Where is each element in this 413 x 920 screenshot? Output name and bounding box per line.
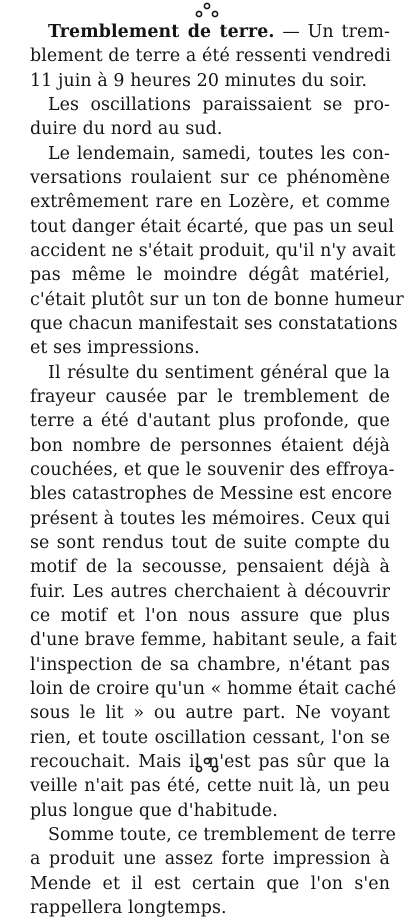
article-line: sous le lit » ou autre part. Ne voyant — [30, 703, 390, 724]
article-line: tout danger était écarté, que pas un seul — [30, 216, 395, 237]
article-line: présent à toutes les mémoires. Ceux qui — [30, 508, 390, 529]
article-line: ce motif et l'on nous assure que plus — [30, 605, 390, 626]
article-line: frayeur causée par le tremblement de — [30, 386, 390, 407]
article-line: que chacun manifestait ses constatations — [30, 314, 398, 334]
article-line: plus longue que d'habitude. — [30, 800, 278, 821]
article-line: couchées, et que le souvenir des effroya- — [30, 459, 395, 480]
article-line: Les oscillations paraissaient se pro- — [48, 95, 390, 115]
article-line: a produit une assez forte impression à — [30, 849, 390, 870]
article-line: blement de terre a été ressenti vendredi — [30, 46, 391, 67]
article-line: Le lendemain, samedi, toutes les con- — [48, 143, 390, 164]
article-line: versations roulaient sur ce phénomène — [30, 168, 390, 188]
article-line: 11 juin à 9 heures 20 minutes du soir. — [30, 70, 368, 91]
article-line: extrêmement rare en Lozère, et comme — [30, 192, 390, 213]
article-line: terre a été d'autant plus profonde, que — [30, 411, 390, 432]
article-line: motif de la secousse, pensaient déjà à — [30, 557, 390, 578]
article-line — [48, 20, 390, 44]
article-line: Mende et il est certain que l'on s'en — [30, 873, 390, 894]
article-line: bles catastrophes de Messine est encore — [30, 484, 393, 505]
article-line: c'était plutôt sur un ton de bonne humeur — [30, 289, 404, 310]
article-heading: Tremblement de terre. — [48, 22, 275, 42]
article-line: rien, et toute oscillation cessant, l'on se — [30, 727, 390, 748]
article-line: rappellera longtemps. — [30, 897, 227, 918]
article-line: Il résulte du sentiment général que la — [48, 362, 390, 383]
article-line: se sont rendus tout de suite compte du — [30, 532, 390, 553]
article-line: accident ne s'était produit, qu'il n'y avait — [30, 241, 396, 261]
article-line: bon nombre de personnes étaient déjà — [30, 435, 390, 456]
ornament-bottom-icon — [0, 757, 413, 773]
ornament-top-icon — [0, 2, 413, 18]
article-line: duire du nord au sud. — [30, 119, 223, 140]
article-line: fuir. Les autres cherchaient à découvrir — [30, 581, 390, 602]
article-line: d'une brave femme, habitant seule, a fait — [30, 630, 397, 651]
article-text: — Un trem- — [274, 22, 390, 42]
article-line: veille n'ait pas été, cette nuit là, un peu — [30, 776, 390, 797]
article-line: loin de croire qu'un « homme était caché — [30, 678, 397, 699]
article-line: pas même le moindre dégât matériel, — [30, 265, 390, 286]
article-line: Somme toute, ce tremblement de terre — [48, 824, 397, 845]
article-line: recouchait. Mais il n'est pas sûr que la — [30, 751, 390, 772]
article-line: et ses impressions. — [30, 338, 200, 359]
article-line: l'inspection de sa chambre, n'étant pas — [30, 654, 390, 675]
